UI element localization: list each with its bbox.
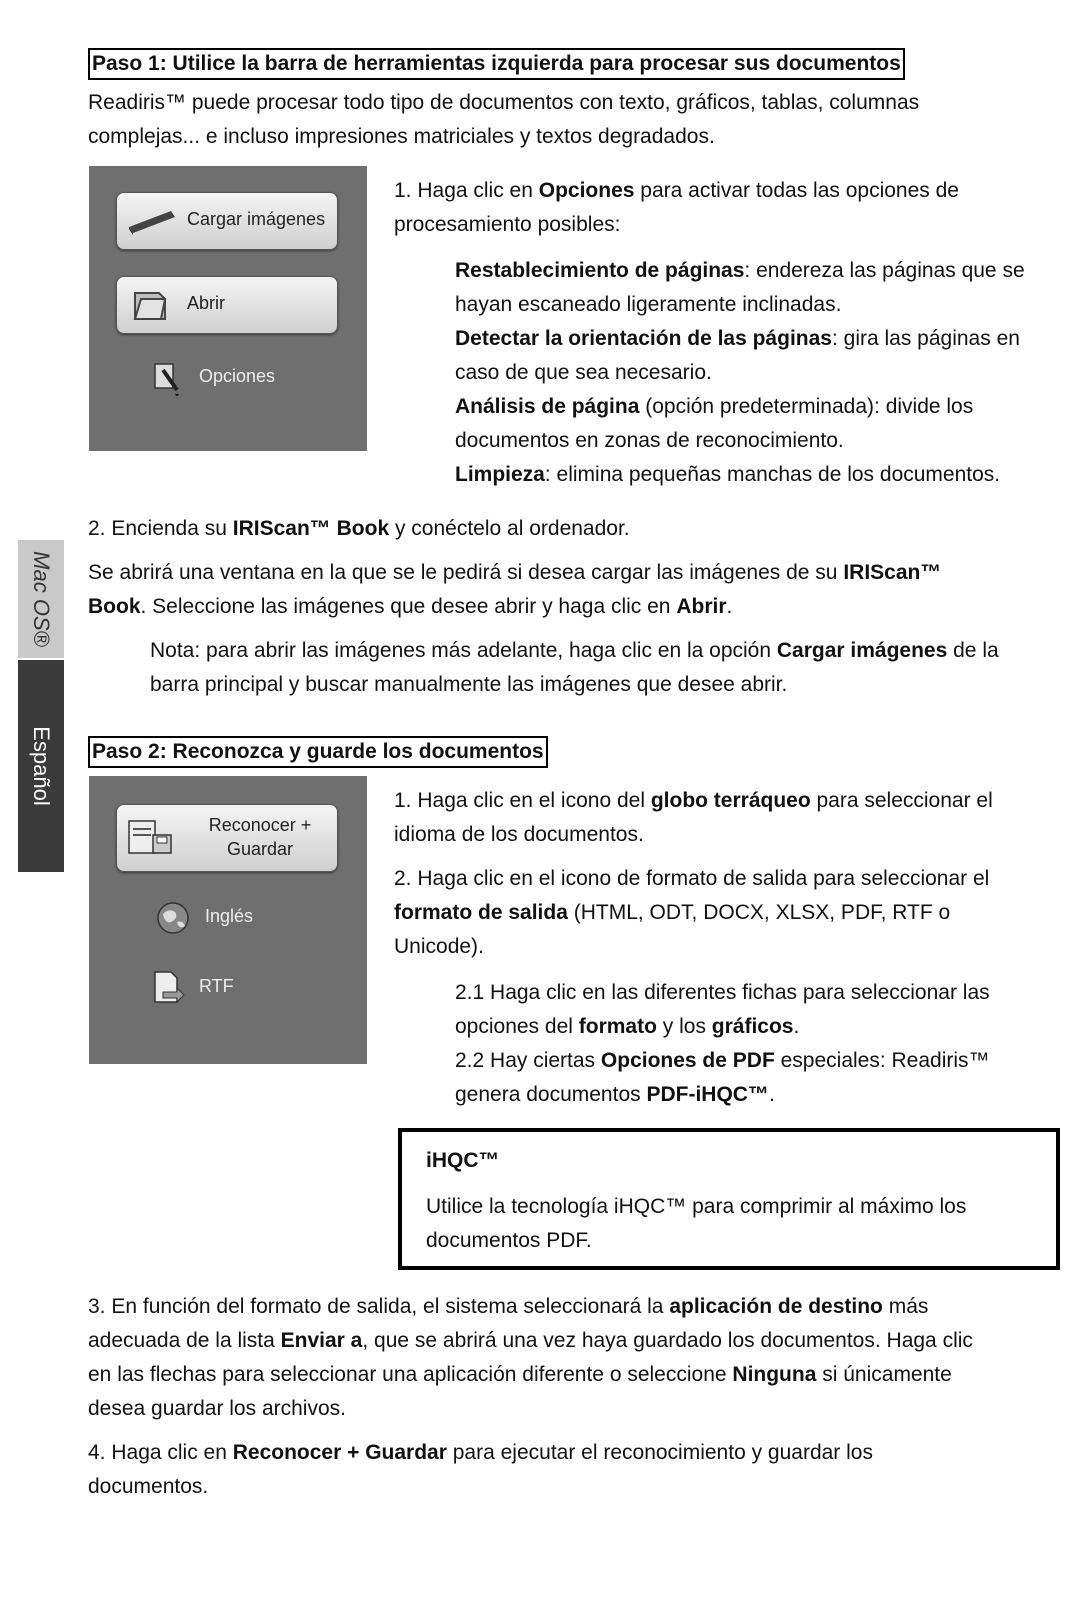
options-label: Opciones (199, 366, 276, 386)
ihqc-info-box (398, 1128, 1060, 1270)
step2-sub22-line1: 2.2 Hay ciertas Opciones de PDF especiales: Readiris™ (455, 1049, 990, 1072)
options-item[interactable] (199, 366, 275, 387)
step1-item1-line2: procesamiento posibles: (394, 213, 621, 236)
step2-sub22-line2: genera documentos PDF-iHQC™. (455, 1083, 775, 1106)
step2-item2-line3: Unicode). (394, 935, 484, 958)
language-label: Inglés (205, 906, 254, 926)
step1-window-line2: Book. Seleccione las imágenes que desee abrir y haga clic en Abrir. (88, 595, 733, 618)
recognize-save-label: Reconocer + Guardar (208, 815, 312, 859)
step2-item1-line1: 1. Haga clic en el icono del globo terráqueo para seleccionar el (394, 789, 993, 812)
scanner-icon (125, 203, 177, 237)
step2-item3-line4: desea guardar los archivos. (88, 1397, 346, 1420)
format-label: RTF (199, 976, 234, 996)
step1-item1-line1: 1. Haga clic en Opciones para activar todas las opciones de (394, 179, 959, 202)
load-images-button[interactable] (116, 192, 338, 250)
step2-item4-line2: documentos. (88, 1475, 209, 1498)
step1-note-line1: Nota: para abrir las imágenes más adelante, haga clic en la opción Cargar imágenes de la (150, 639, 999, 662)
step1-intro-line2: complejas... e incluso impresiones matriciales y textos degradados. (88, 125, 715, 148)
option-page-analysis: Análisis de página (opción predeterminada): divide los (455, 395, 974, 418)
step2-item3-line3: en las flechas para seleccionar una aplicación diferente o seleccione Ninguna si únicamente (88, 1363, 952, 1386)
option-page-analysis-line2: documentos en zonas de reconocimiento. (455, 429, 844, 452)
ihqc-box-line1: Utilice la tecnología iHQC™ para comprimir al máximo los (426, 1195, 967, 1218)
step2-sub21-line2: opciones del formato y los gráficos. (455, 1015, 800, 1038)
toolbar-panel-1 (89, 166, 367, 451)
document-arrow-icon (149, 970, 185, 1006)
step2-sub21-line1: 2.1 Haga clic en las diferentes fichas para seleccionar las (455, 981, 990, 1004)
option-page-reset-line2: hayan escaneado ligeramente inclinadas. (455, 293, 842, 316)
open-button[interactable] (116, 276, 338, 334)
language-item[interactable] (205, 906, 253, 927)
step1-window-line1: Se abrirá una ventana en la que se le pedirá si desea cargar las imágenes de su IRIScan™ (88, 561, 942, 584)
folder-icon (125, 287, 177, 321)
options-tools-icon (149, 360, 185, 396)
step2-item4-line1: 4. Haga clic en Reconocer + Guardar para ejecutar el reconocimiento y guardar los (88, 1441, 873, 1464)
step2-item3-line2: adecuada de la lista Enviar a, que se abrirá una vez haya guardado los documentos. Haga clic (88, 1329, 973, 1352)
step2-item2-line1: 2. Haga clic en el icono de formato de salida para seleccionar el (394, 867, 990, 890)
globe-icon (155, 900, 191, 936)
step2-heading: Paso 2: Reconozca y guarde los documentos (88, 736, 548, 768)
step2-item1-line2: idioma de los documentos. (394, 823, 644, 846)
ihqc-box-line2: documentos PDF. (426, 1229, 592, 1252)
load-images-label: Cargar imágenes (187, 209, 326, 229)
recognize-save-icon (125, 815, 177, 859)
ihqc-box-title: iHQC™ (426, 1149, 500, 1172)
side-tab-language (18, 660, 64, 872)
option-page-reset: Restablecimiento de páginas: endereza las páginas que se (455, 259, 1025, 282)
step1-note-line2: barra principal y buscar manualmente las imágenes que desee abrir. (150, 673, 788, 696)
open-label: Abrir (187, 293, 226, 313)
toolbar-panel-2 (89, 776, 367, 1064)
recognize-save-button[interactable] (116, 804, 338, 872)
format-item[interactable] (199, 976, 234, 997)
side-tab-os-label: Mac OS® (29, 551, 54, 647)
option-cleanup: Limpieza: elimina pequeñas manchas de los documentos. (455, 463, 1001, 486)
step2-item2-line2: formato de salida (HTML, ODT, DOCX, XLSX, PDF, RTF o (394, 901, 951, 924)
step1-item2: 2. Encienda su IRIScan™ Book y conéctelo al ordenador. (88, 517, 630, 540)
step2-item3-line1: 3. En función del formato de salida, el sistema seleccionará la aplicación de destino más (88, 1295, 929, 1318)
step1-heading: Paso 1: Utilice la barra de herramientas izquierda para procesar sus documentos (88, 48, 905, 80)
side-tab-language-label: Español (29, 726, 54, 806)
option-orientation-line2: caso de que sea necesario. (455, 361, 712, 384)
option-orientation: Detectar la orientación de las páginas: gira las páginas en (455, 327, 1020, 350)
step1-intro-line1: Readiris™ puede procesar todo tipo de documentos con texto, gráficos, tablas, columnas (88, 91, 920, 114)
side-tab-os (18, 540, 64, 658)
